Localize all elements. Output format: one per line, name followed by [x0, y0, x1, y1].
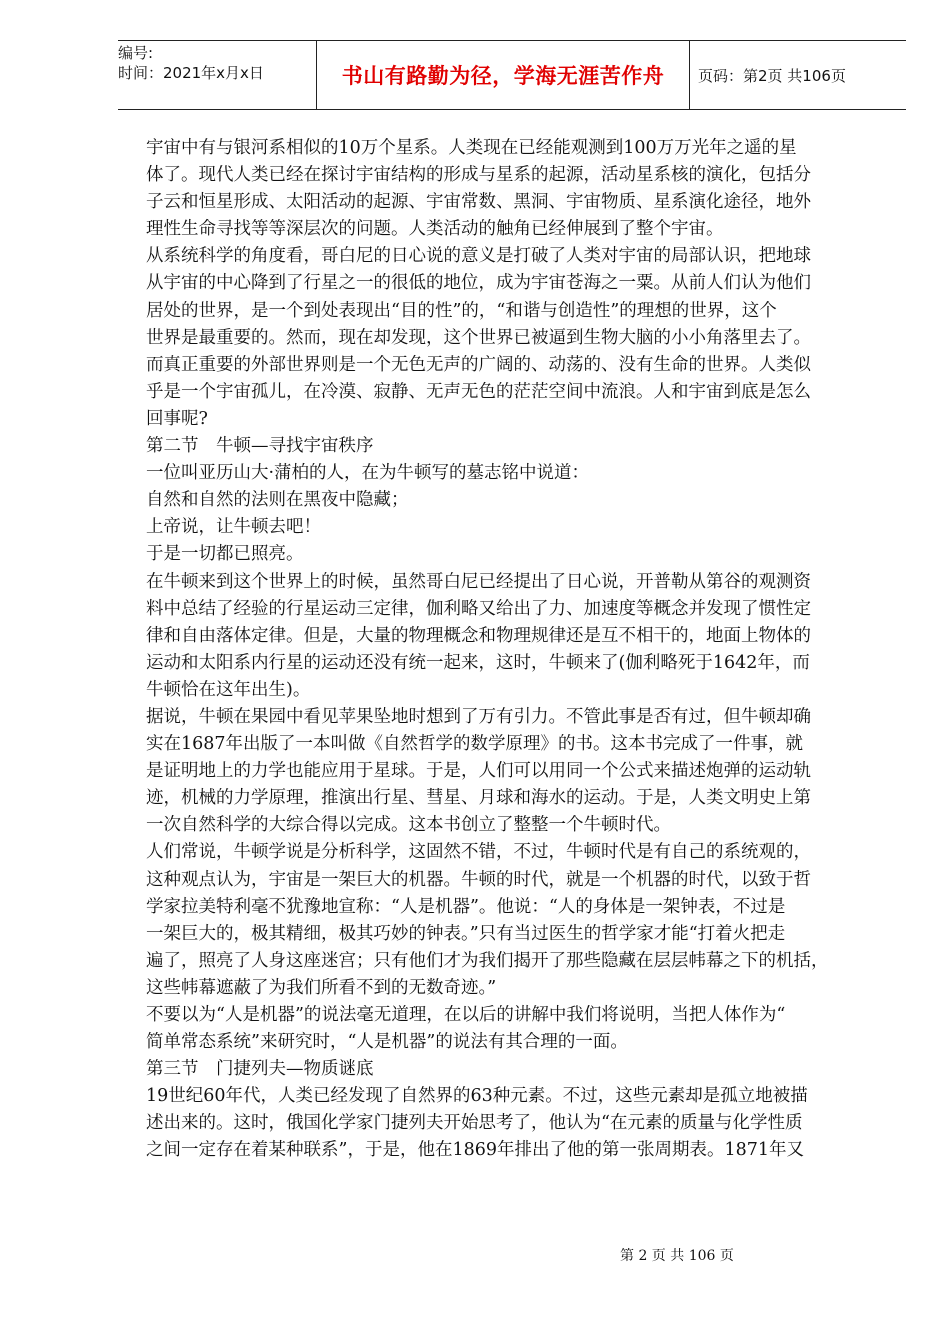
text-line: 不要以为“人是机器”的说法毫无道理，在以后的讲解中我们将说明，当把人体作为“	[146, 1005, 786, 1025]
page-header	[118, 40, 906, 110]
text-line: 遍了，照亮了人身这座迷宫；只有他们才为我们揭开了那些隐藏在层层帏幕之下的机括，	[146, 950, 829, 971]
text-line: 一架巨大的，极其精细，极其巧妙的钟表。”只有当过医生的哲学家才能“打着火把走	[146, 923, 786, 944]
header-time-label: 时间：2021年x月x日	[118, 64, 264, 82]
text-line: 居处的世界，是一个到处表现出“目的性”的，“和谐与创造性”的理想的世界，这个	[146, 300, 777, 321]
text-line: 之间一定存在着某种联系”，于是，他在1869年排出了他的第一张周期表。1871年又	[146, 1140, 805, 1161]
text-line: 宇宙中有与银河系相似的10万个星系。人类现在已经能观测到100万万光年之遥的星	[146, 138, 797, 158]
text-line: 上帝说，让牛顿去吧！	[146, 517, 321, 538]
text-line: 运动和太阳系内行星的运动还没有统一起来，这时，牛顿来了(伽利略死于1642年，而	[146, 652, 810, 673]
text-line: 牛顿恰在这年出生)。	[146, 679, 311, 700]
text-line: 律和自由落体定律。但是，大量的物理概念和物理规律还是互不相干的，地面上物体的	[146, 625, 811, 646]
text-line: 自然和自然的法则在黑夜中隐藏；	[146, 490, 409, 511]
text-line: 人们常说，牛顿学说是分析科学，这固然不错，不过，牛顿时代是有自己的系统观的，	[146, 842, 811, 863]
text-line: 料中总结了经验的行星运动三定律，伽利略又给出了力、加速度等概念并发现了惯性定	[146, 598, 811, 619]
text-line: 而真正重要的外部世界则是一个无色无声的广阔的、动荡的、没有生命的世界。人类似	[146, 354, 811, 375]
text-line: 回事呢?	[146, 408, 208, 429]
text-line: 述出来的。这时，俄国化学家门捷列夫开始思考了，他认为“在元素的质量与化学性质	[146, 1113, 803, 1134]
text-line: 一次自然科学的大综合得以完成。这本书创立了整整一个牛顿时代。	[146, 815, 671, 836]
text-line: 是证明地上的力学也能应用于星球。于是，人们可以用同一个公式来描述炮弹的运动轨	[146, 761, 811, 782]
text-line: 从系统科学的角度看，哥白尼的日心说的意义是打破了人类对宇宙的局部认识，把地球	[146, 246, 811, 267]
text-line: 简单常态系统”来研究时，“人是机器”的说法有其合理的一面。	[146, 1032, 628, 1053]
text-line: 迹，机械的力学原理，推演出行星、彗星、月球和海水的运动。于是，人类文明史上第	[146, 788, 811, 809]
header-number-label: 编号:	[118, 44, 154, 62]
text-line: 这些帏幕遮蔽了为我们所看不到的无数奇迹。”	[146, 977, 497, 998]
text-line: 学家拉美特利毫不犹豫地宣称：“人是机器”。他说：“人的身体是一架钟表，不过是	[146, 896, 786, 917]
header-meta	[118, 41, 316, 109]
text-line: 实在1687年出版了一本叫做《自然哲学的数学原理》的书。这本书完成了一件事，就	[146, 734, 804, 755]
text-line: 体了。现代人类已经在探讨宇宙结构的形成与星系的起源，活动星系核的演化，包括分	[146, 165, 811, 186]
text-line: 子云和恒星形成、太阳活动的起源、宇宙常数、黑洞、宇宙物质、星系演化途径，地外	[146, 192, 811, 213]
text-line: 一位叫亚历山大·蒲柏的人，在为牛顿写的墓志铭中说道：	[146, 463, 590, 484]
header-motto: 书山有路勤为径，学海无涯苦作舟	[316, 41, 690, 109]
document-body	[146, 135, 891, 1165]
text-line: 从宇宙的中心降到了行星之一的很低的地位，成为宇宙苍海之一粟。从前人们认为他们	[146, 273, 811, 294]
text-line: 于是一切都已照亮。	[146, 544, 304, 565]
text-line: 据说，牛顿在果园中看见苹果坠地时想到了万有引力。不管此事是否有过，但牛顿却确	[146, 706, 811, 727]
text-line: 在牛顿来到这个世界上的时候，虽然哥白尼已经提出了日心说，开普勒从第谷的观测资	[146, 571, 811, 592]
header-page-label: 页码：第2页 共106页	[698, 66, 846, 85]
text-line: 乎是一个宇宙孤儿，在冷漠、寂静、无声无色的茫茫空间中流浪。人和宇宙到底是怎么	[146, 381, 811, 402]
text-line: 理性生命寻找等等深层次的问题。人类活动的触角已经伸展到了整个宇宙。	[146, 219, 724, 240]
text-line: 这种观点认为，宇宙是一架巨大的机器。牛顿的时代，就是一个机器的时代，以致于哲	[146, 869, 811, 890]
text-line: 世界是最重要的。然而，现在却发现，这个世界已被逼到生物大脑的小小角落里去了。	[146, 327, 811, 348]
section-heading: 第三节 门捷列夫—物质谜底	[146, 1059, 374, 1080]
section-heading: 第二节 牛顿—寻找宇宙秩序	[146, 436, 374, 457]
text-line: 19世纪60年代，人类已经发现了自然界的63种元素。不过，这些元素却是孤立地被描	[146, 1086, 808, 1107]
page-footer: 第 2 页 共 106 页	[620, 1248, 734, 1264]
